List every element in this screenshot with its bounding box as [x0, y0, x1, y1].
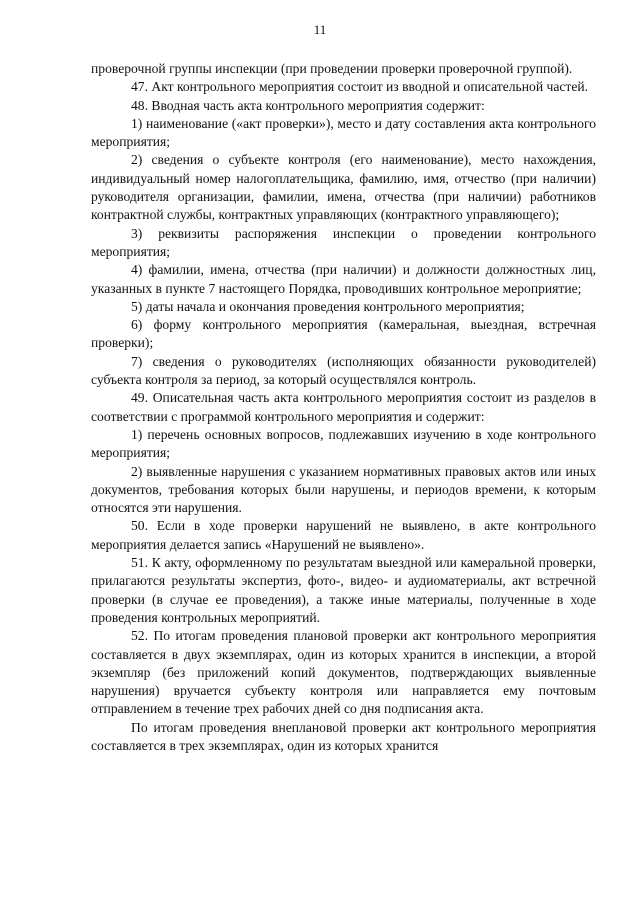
paragraph-item-48: 48. Вводная часть акта контрольного мероприятия содержит: [131, 97, 485, 113]
page-number: 11 [313, 22, 327, 37]
paragraph-continuation: проверочной группы инспекции (при проведении проверки проверочной группой). [91, 61, 573, 76]
paragraph-48-subitem-6: 6) форму контрольного мероприятия (камеральная, выездная, встречная проверки); [91, 317, 596, 351]
paragraph-48-subitem-7: 7) сведения о руководителях (исполняющих обязанности руководителей) субъекта контроля за период, за который осуществлялся контроль. [91, 353, 596, 388]
paragraph-48-subitem-5: 5) даты начала и окончания проведения контрольного мероприятия; [131, 298, 525, 314]
paragraph-48-subitem-2: 2) сведения о субъекте контроля (его наименование), место нахождения, индивидуальный номер налогоплательщика, фамилию, имя, отчество (при наличии) руководителя организации, фамилии, имена, отчества (при наличии) работников контрактной службы, контрактных управляющих (контрактного управляющего); [91, 152, 596, 223]
paragraph-48-subitem-4: 4) фамилии, имена, отчества (при наличии) и должности должностных лиц, указанных в пункте 7 настоящего Порядка, проводивших контрольное мероприятие; [91, 262, 596, 296]
paragraph-item-51: 51. К акту, оформленному по результатам выездной или камеральной проверки, прилагаются результаты экспертиз, фото-, видео- и аудиоматериалы, акт встречной проверки (в случае ее проведения), а также иные материалы, полученные в ходе проведения контрольных мероприятий. [91, 555, 596, 625]
paragraph-item-50: 50. Если в ходе проверки нарушений не выявлено, в акте контрольного мероприятия делается запись «Нарушений не выявлено». [91, 518, 596, 552]
document-body [91, 60, 596, 755]
paragraph-item-52: 52. По итогам проведения плановой проверки акт контрольного мероприятия составляется в двух экземплярах, один из которых хранится в инспекции, а второй экземпляр (без приложений копий документов, подтверждающих выявленные нарушения) вручается субъекту контроля или направляется ему почтовым отправлением в течение трех рабочих дней со дня подписания акта. [91, 628, 596, 717]
paragraph-49-subitem-2: 2) выявленные нарушения с указанием нормативных правовых актов или иных документов, требования которых были нарушены, и периодов времени, к которым относятся эти нарушения. [91, 463, 596, 516]
paragraph-item-47: 47. Акт контрольного мероприятия состоит из вводной и описательной частей. [131, 79, 589, 95]
paragraph-48-subitem-3: 3) реквизиты распоряжения инспекции о проведении контрольного мероприятия; [91, 225, 596, 259]
paragraph-item-49: 49. Описательная часть акта контрольного мероприятия состоит из разделов в соответствии с программой контрольного мероприятия и содержит: [91, 390, 596, 424]
paragraph-unscheduled-inspection: По итогам проведения внеплановой проверки акт контрольного мероприятия составляется в трех экземплярах, один из которых хранится [91, 719, 596, 753]
paragraph-49-subitem-1: 1) перечень основных вопросов, подлежавших изучению в ходе контрольного мероприятия; [91, 426, 596, 461]
paragraph-48-subitem-1: 1) наименование («акт проверки»), место и дату составления акта контрольного мероприятия; [91, 115, 596, 150]
